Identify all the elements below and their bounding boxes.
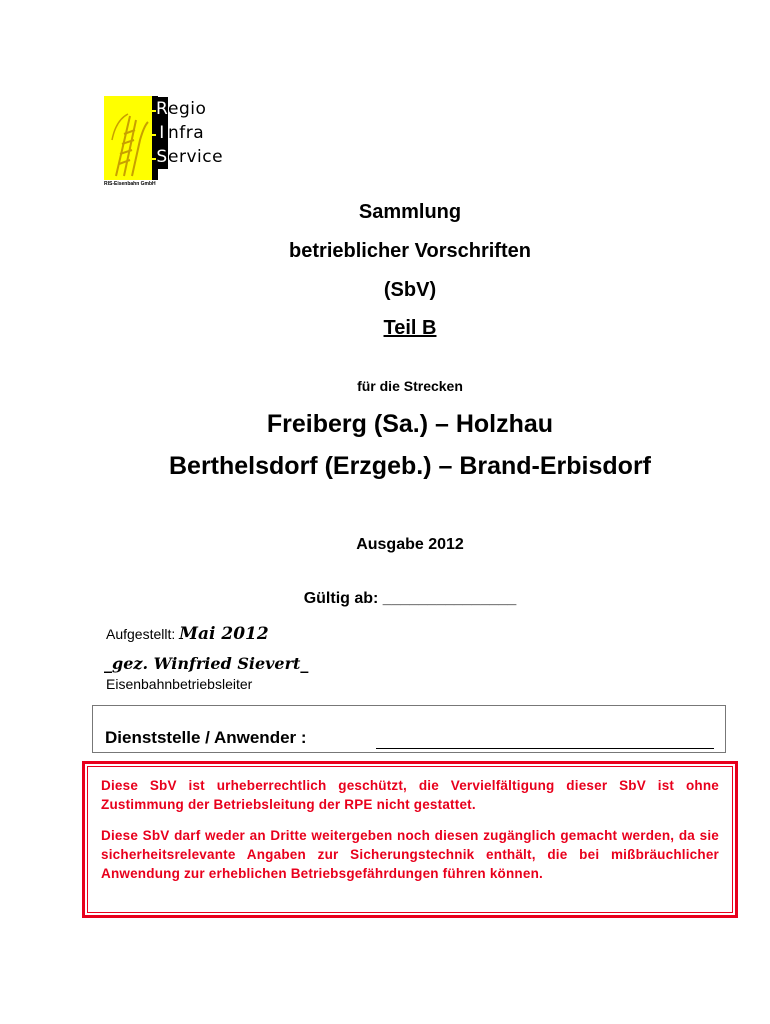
logo-subtitle: RIS-Eisenbahn GmbH <box>104 181 156 187</box>
signature-name: _gez. Winfried Sievert_ <box>104 654 309 673</box>
issued-row <box>106 624 269 644</box>
title-part: Teil B <box>383 317 437 339</box>
warning-paragraph-2: Diese SbV darf weder an Dritte weitergeben noch diesen zugänglich gemacht werden, da sie sicherheitsrelevante Angaben zur Sicherungstechnik enthält, die bei mißbräuchlicher Anwendung zur erheblichen Betriebsgefährdungen führen können. <box>101 828 719 881</box>
warning-paragraph-1: Diese SbV ist urheberrechtlich geschützt, die Vervielfältigung dieser SbV ist ohne Zustimmung der Betriebsleitung der RPE nicht gestattet. <box>101 778 719 812</box>
title-line-2: betrieblicher Vorschriften <box>289 240 531 262</box>
valid-from: Gültig ab: _______________ <box>303 590 517 607</box>
user-field-label: Dienststelle / Anwender : <box>105 728 307 747</box>
edition: Ausgabe 2012 <box>356 536 464 553</box>
user-field-input-line[interactable] <box>376 748 714 749</box>
routes-intro: für die Strecken <box>357 378 463 394</box>
company-logo <box>104 96 224 188</box>
signature-role: Eisenbahnbetriebsleiter <box>106 676 253 692</box>
issued-date: Mai 2012 <box>179 624 269 644</box>
route-1: Freiberg (Sa.) – Holzhau <box>266 410 554 438</box>
title-line-3: (SbV) <box>383 279 437 301</box>
copyright-warning-box <box>82 761 738 918</box>
title-line-1: Sammlung <box>358 201 462 223</box>
logo-wordmark: Regio I nfra Service <box>156 99 224 167</box>
issued-label: Aufgestellt: <box>106 626 176 642</box>
user-field-box <box>92 705 726 753</box>
route-2: Berthelsdorf (Erzgeb.) – Brand-Erbisdorf <box>169 452 651 480</box>
logo-railway-icon <box>110 110 150 178</box>
